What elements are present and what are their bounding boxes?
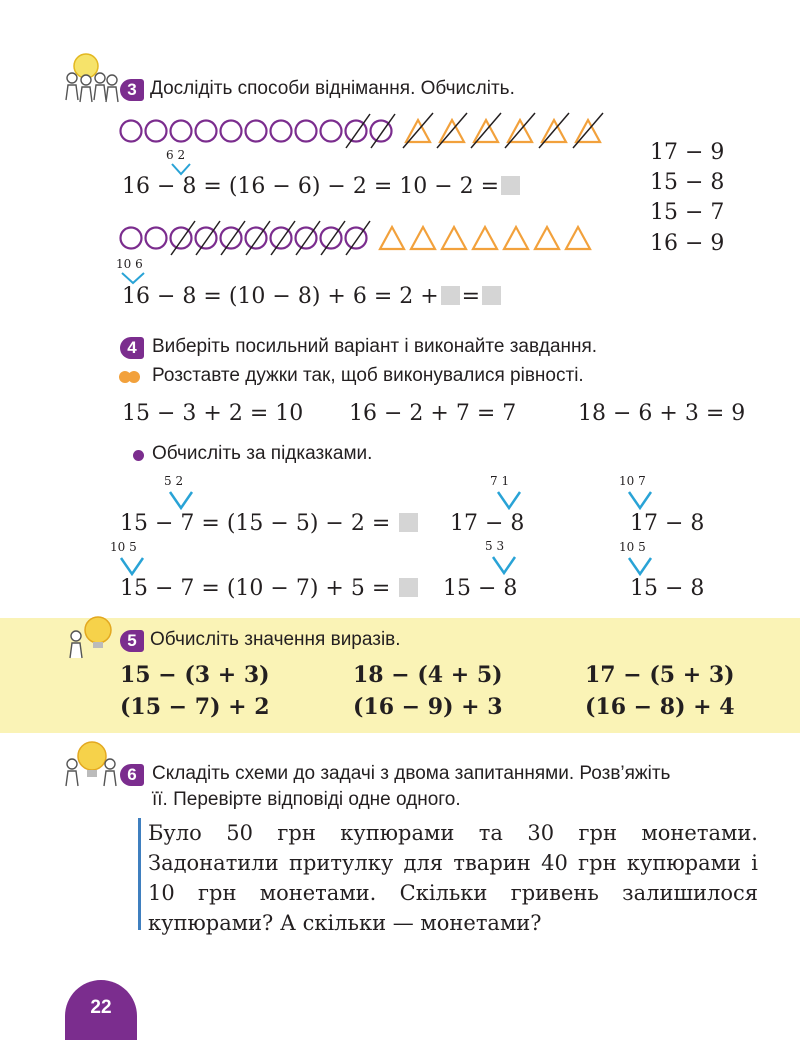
task-6-instruction-line-1: Складіть схеми до задачі з двома запитаннями. Розв’яжіть — [152, 763, 671, 784]
task-6-number: 6 — [120, 764, 144, 786]
expression-2: 18 − (4 + 5) — [353, 662, 503, 688]
expression-4: (15 − 7) + 2 — [120, 694, 270, 720]
hint-10-7: 10 7 — [619, 474, 646, 488]
hint-5-3: 5 3 — [485, 539, 505, 553]
pair-work-icon — [62, 52, 120, 104]
hint-10-5: 10 5 — [619, 540, 646, 554]
problem-bar — [138, 818, 141, 930]
hint-7-1: 7 1 — [490, 474, 510, 488]
level-1-instruction: Обчисліть за підказками. — [152, 443, 373, 464]
expression-3: 17 − (5 + 3) — [585, 662, 735, 688]
side-expr-3: 15 − 7 — [650, 200, 725, 225]
hint-equation-5: 15 − 8 — [443, 576, 518, 601]
hint-10-5: 10 5 — [110, 540, 137, 554]
expression-6: (16 − 8) + 4 — [585, 694, 735, 720]
side-expr-2: 15 − 8 — [650, 170, 725, 195]
level-1-dot — [133, 448, 144, 466]
answer-box[interactable] — [501, 176, 520, 195]
expression-1: 15 − (3 + 3) — [120, 662, 270, 688]
equation-2-text: 16 − 8 = (10 − 8) + 6 = 2 + — [122, 284, 439, 309]
split-mark — [627, 490, 653, 510]
level-2-instruction: Розставте дужки так, щоб виконувалися рівності. — [152, 365, 584, 386]
shapes-row-1 — [118, 112, 608, 150]
bracket-equation-2: 16 − 2 + 7 = 7 — [349, 401, 517, 426]
task-5-instruction: Обчисліть значення виразів. — [150, 629, 401, 650]
equation-1 — [122, 174, 522, 199]
side-expr-4: 16 − 9 — [650, 231, 725, 256]
split-mark — [627, 556, 653, 576]
answer-box[interactable] — [482, 286, 501, 305]
hint-equation-1-text: 15 − 7 = (15 − 5) − 2 = — [120, 511, 391, 536]
split-mark — [168, 490, 194, 510]
task-3-number: 3 — [120, 79, 144, 101]
split-mark — [491, 555, 517, 575]
answer-box[interactable] — [441, 286, 460, 305]
split-mark — [120, 271, 146, 285]
bracket-equation-1: 15 − 3 + 2 = 10 — [122, 401, 304, 426]
expression-5: (16 − 9) + 3 — [353, 694, 503, 720]
page-number: 22 — [65, 980, 137, 1040]
task-6-instruction-line-2: її. Перевірте відповіді одне одного. — [152, 789, 461, 810]
hint-5-2: 5 2 — [164, 474, 184, 488]
hint-equation-4-text: 15 − 7 = (10 − 7) + 5 = — [120, 576, 391, 601]
equation-2 — [122, 284, 503, 309]
equation-1-text: 16 − 8 = (16 − 6) − 2 = 10 − 2 = — [122, 174, 500, 199]
word-problem: Було 50 грн купюрами та 30 грн монетами. Задонатили притулку для тварин 40 грн купюрами і 10 грн монетами. Скільки гривень залишилося купюрами? А скільки — монетами? — [148, 821, 758, 935]
bracket-equation-3: 18 − 6 + 3 = 9 — [578, 401, 746, 426]
hint-equation-3: 17 − 8 — [630, 511, 705, 536]
equals-sign: = — [461, 284, 481, 309]
hint-equation-6: 15 − 8 — [630, 576, 705, 601]
answer-box[interactable] — [399, 513, 418, 532]
hint-equation-4 — [120, 576, 420, 601]
split-mark — [496, 490, 522, 510]
shapes-row-2 — [118, 219, 598, 257]
hint-equation-2: 17 − 8 — [450, 511, 525, 536]
task-3-instruction: Дослідіть способи віднімання. Обчисліть. — [150, 78, 515, 99]
group-work-icon — [62, 740, 120, 788]
independent-work-icon — [62, 614, 118, 660]
hint-6-2: 6 2 — [166, 148, 186, 162]
hint-equation-1 — [120, 511, 420, 536]
split-mark — [119, 556, 145, 576]
task-5-number: 5 — [120, 630, 144, 652]
side-expr-1: 17 − 9 — [650, 140, 725, 165]
task-4-instruction: Виберіть посильний варіант і виконайте завдання. — [152, 336, 598, 357]
answer-box[interactable] — [399, 578, 418, 597]
task-4-number: 4 — [120, 337, 144, 359]
hint-10-6: 10 6 — [116, 257, 143, 271]
level-2-dots — [119, 370, 140, 388]
